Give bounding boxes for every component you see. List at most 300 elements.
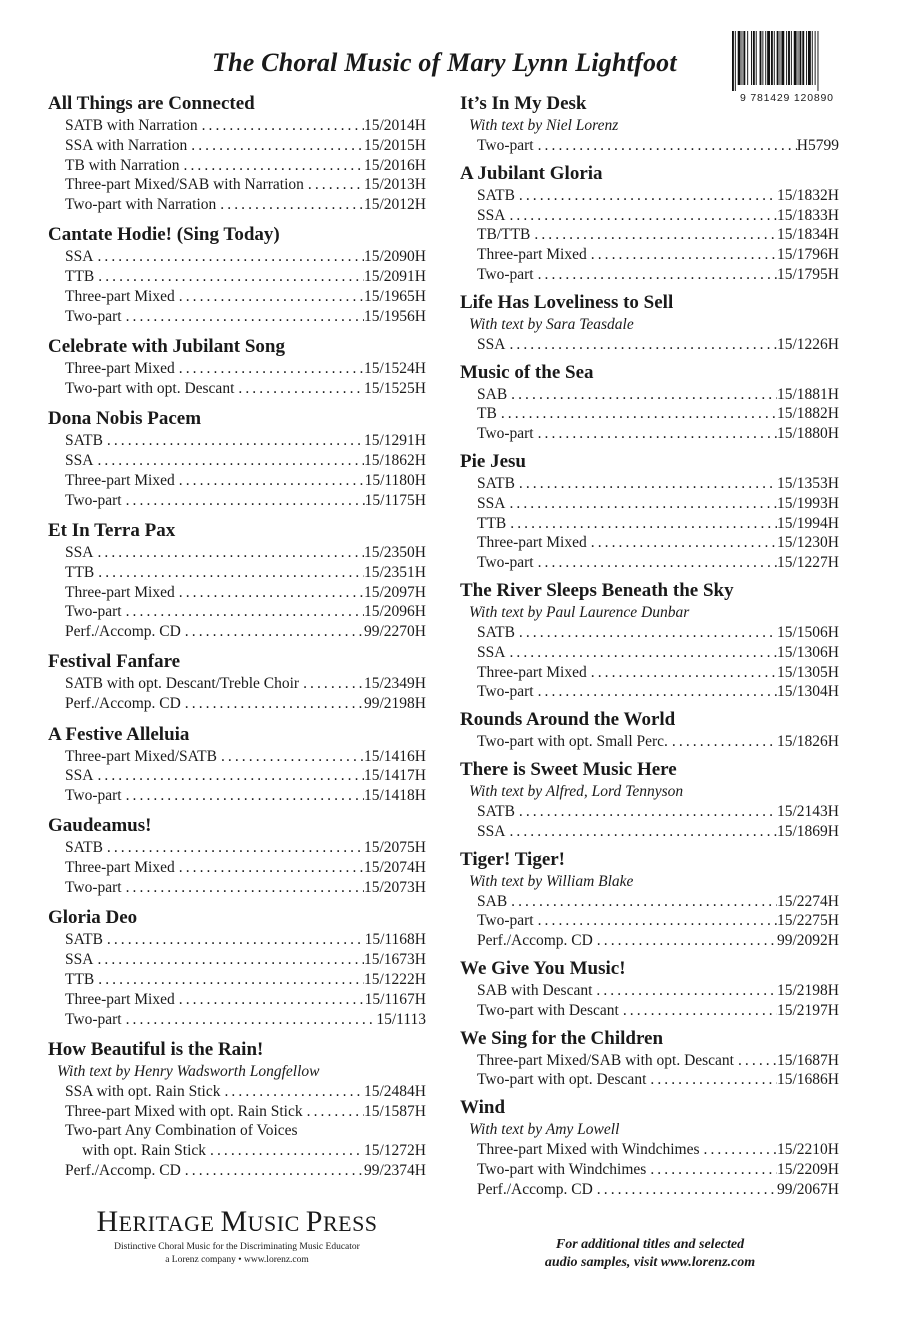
list-item bbox=[48, 563, 426, 583]
list-item bbox=[460, 265, 839, 285]
list-item bbox=[48, 1010, 426, 1030]
catalog-number: 15/2016H bbox=[364, 156, 426, 174]
list-item bbox=[48, 1121, 426, 1141]
catalog-number: 15/2143H bbox=[777, 802, 839, 820]
leader-dots bbox=[93, 766, 364, 786]
section-title: Life Has Loveliness to Sell bbox=[460, 291, 674, 313]
list-item bbox=[48, 471, 426, 491]
barcode-number: 9 781429 120890 bbox=[740, 92, 834, 104]
list-item bbox=[48, 359, 426, 379]
leader-dots bbox=[668, 732, 777, 752]
catalog-number: 15/2096H bbox=[364, 603, 426, 621]
title-section bbox=[460, 1027, 839, 1091]
catalog-number: 99/2092H bbox=[777, 932, 839, 950]
catalog-number: 15/1168H bbox=[364, 931, 426, 949]
list-item bbox=[460, 424, 839, 444]
leader-dots bbox=[122, 491, 365, 511]
footer-note-line-2: audio samples, visit www.lorenz.com bbox=[544, 1255, 756, 1270]
title-section bbox=[460, 291, 839, 355]
barcode-bar bbox=[786, 31, 787, 85]
voicing-label: Two-part with Descant bbox=[477, 1001, 619, 1019]
voicing-label: Three-part Mixed bbox=[65, 360, 175, 378]
section-title: Dona Nobis Pacem bbox=[48, 408, 202, 430]
leader-dots bbox=[206, 1141, 364, 1161]
catalog-number: 15/1306H bbox=[777, 643, 839, 661]
publisher-name bbox=[92, 1205, 382, 1241]
publisher-tagline: Distinctive Choral Music for the Discriminating Music Educator bbox=[114, 1242, 360, 1252]
catalog-number: 15/1524H bbox=[364, 360, 426, 378]
section-title: Rounds Around the World bbox=[460, 709, 676, 731]
section-title: Wind bbox=[460, 1097, 506, 1119]
catalog-number: 15/1272H bbox=[364, 1142, 426, 1160]
voicing-label: SATB with Narration bbox=[65, 117, 198, 134]
publisher-website: a Lorenz company • www.lorenz.com bbox=[165, 1255, 309, 1265]
catalog-number: 15/1417H bbox=[364, 767, 426, 785]
list-item bbox=[460, 1160, 839, 1180]
catalog-number: 15/2350H bbox=[364, 543, 426, 561]
voicing-label: Two-part bbox=[477, 912, 534, 930]
voicing-label: TTB bbox=[477, 514, 507, 532]
voicing-label: SSA with opt. Rain Stick bbox=[65, 1082, 221, 1100]
list-item bbox=[460, 1070, 839, 1090]
list-item bbox=[460, 802, 839, 822]
catalog-number: 15/1353H bbox=[777, 474, 839, 492]
leader-dots bbox=[175, 858, 364, 878]
list-item bbox=[460, 1180, 839, 1200]
list-item bbox=[460, 1140, 839, 1160]
barcode-bars bbox=[730, 31, 840, 91]
leader-dots bbox=[507, 892, 777, 912]
voicing-label: Perf./Accomp. CD bbox=[65, 1161, 181, 1179]
voicing-label: Two-part bbox=[65, 491, 122, 509]
voicing-label: Two-part bbox=[477, 137, 534, 154]
leader-dots bbox=[534, 424, 777, 444]
list-item bbox=[48, 451, 426, 471]
leader-dots bbox=[122, 786, 364, 806]
catalog-number: 15/1965H bbox=[364, 288, 426, 306]
section-subtitle: With text by Amy Lowell bbox=[469, 1121, 620, 1139]
catalog-number: 15/1506H bbox=[777, 623, 839, 641]
barcode-bar bbox=[815, 31, 816, 85]
barcode-bar bbox=[794, 31, 797, 85]
barcode-bar bbox=[743, 31, 745, 85]
list-item bbox=[48, 116, 426, 136]
catalog-number: 15/1227H bbox=[777, 554, 839, 572]
catalog-number: 15/2014H bbox=[364, 117, 426, 134]
list-item bbox=[48, 622, 426, 642]
voicing-label: Perf./Accomp. CD bbox=[65, 623, 181, 641]
list-item bbox=[48, 1141, 426, 1161]
list-item bbox=[48, 156, 426, 176]
leader-dots bbox=[234, 379, 364, 399]
leader-dots bbox=[181, 622, 364, 642]
list-item bbox=[48, 307, 426, 327]
voicing-label: Three-part Mixed/SAB with Narration bbox=[65, 176, 304, 194]
barcode-bar bbox=[771, 31, 773, 85]
leader-dots bbox=[505, 643, 777, 663]
catalog-number: 15/2484H bbox=[364, 1082, 426, 1100]
catalog-number: 15/2073H bbox=[364, 879, 426, 897]
catalog-number: 15/2012H bbox=[364, 196, 426, 214]
leader-dots bbox=[94, 267, 364, 287]
title-section bbox=[460, 1096, 839, 1199]
voicing-label: SAB with Descant bbox=[477, 981, 593, 999]
leader-dots bbox=[534, 911, 777, 931]
section-title: Music of the Sea bbox=[460, 361, 594, 383]
voicing-label: Three-part Mixed with opt. Rain Stick bbox=[65, 1102, 303, 1120]
section-title: The River Sleeps Beneath the Sky bbox=[460, 579, 734, 601]
voicing-label: Two-part with opt. Small Perc. bbox=[477, 733, 668, 751]
list-item bbox=[48, 747, 426, 767]
voicing-label: Two-part bbox=[65, 307, 122, 325]
list-item bbox=[48, 838, 426, 858]
publisher-name-rest: USIC bbox=[247, 1211, 306, 1236]
catalog-number: 15/1222H bbox=[364, 970, 426, 988]
catalog-number: 15/1180H bbox=[364, 471, 426, 489]
voicing-label: Two-part bbox=[477, 683, 534, 701]
barcode-bar bbox=[738, 31, 741, 85]
catalog-number: 15/1834H bbox=[777, 226, 839, 244]
leader-dots bbox=[534, 136, 797, 156]
catalog-number: 15/2090H bbox=[364, 248, 426, 266]
voicing-label: SSA bbox=[65, 951, 94, 969]
section-subtitle: With text by Paul Laurence Dunbar bbox=[469, 603, 690, 621]
barcode-bar bbox=[747, 31, 748, 85]
leader-dots bbox=[181, 694, 364, 714]
list-item bbox=[460, 911, 839, 931]
catalog-number: 15/1880H bbox=[777, 425, 839, 443]
leader-dots bbox=[94, 563, 364, 583]
voicing-label: Perf./Accomp. CD bbox=[477, 1180, 593, 1198]
list-item bbox=[48, 602, 426, 622]
section-title: Cantate Hodie! (Sing Today) bbox=[48, 224, 280, 246]
list-item bbox=[460, 663, 839, 683]
voicing-label: Two-part bbox=[65, 787, 122, 805]
voicing-label: SSA bbox=[477, 335, 506, 353]
title-section bbox=[48, 92, 426, 215]
barcode-bar bbox=[777, 31, 779, 85]
section-title: Festival Fanfare bbox=[48, 651, 181, 673]
barcode-bar bbox=[791, 31, 792, 85]
voicing-label: SAB bbox=[477, 892, 508, 910]
leader-dots bbox=[515, 474, 777, 494]
leader-dots bbox=[94, 970, 364, 990]
list-item bbox=[460, 186, 839, 206]
voicing-label: Three-part Mixed bbox=[477, 246, 587, 264]
list-item bbox=[460, 206, 839, 226]
list-item bbox=[48, 1102, 426, 1122]
voicing-label: SATB bbox=[477, 186, 515, 204]
catalog-number: 15/1869H bbox=[777, 822, 839, 840]
title-section bbox=[460, 957, 839, 1021]
section-subtitle: With text by Niel Lorenz bbox=[469, 117, 619, 134]
catalog-number: 15/1304H bbox=[777, 683, 839, 701]
barcode-bar bbox=[788, 31, 790, 85]
list-item bbox=[460, 892, 839, 912]
catalog-number: 15/2013H bbox=[364, 176, 426, 194]
leader-dots bbox=[216, 195, 364, 215]
barcode-bar bbox=[765, 31, 766, 85]
leader-dots bbox=[187, 136, 364, 156]
barcode-bar bbox=[753, 31, 755, 85]
list-item bbox=[48, 431, 426, 451]
title-section bbox=[48, 1038, 426, 1181]
leader-dots bbox=[93, 451, 364, 471]
barcode-bar bbox=[751, 31, 752, 85]
list-item bbox=[48, 583, 426, 603]
leader-dots bbox=[220, 1082, 364, 1102]
leader-dots bbox=[592, 981, 777, 1001]
voicing-label: Two-part Any Combination of Voices bbox=[65, 1122, 298, 1140]
voicing-label: SSA bbox=[477, 494, 506, 512]
leader-dots bbox=[122, 878, 364, 898]
footer-note bbox=[500, 1236, 800, 1272]
catalog-number: 15/2351H bbox=[364, 563, 426, 581]
list-item bbox=[460, 643, 839, 663]
barcode-bar bbox=[781, 31, 784, 85]
list-item bbox=[48, 990, 426, 1010]
section-title: All Things are Connected bbox=[48, 93, 255, 114]
catalog-number: 99/2067H bbox=[777, 1180, 839, 1198]
list-item bbox=[460, 623, 839, 643]
voicing-label: Two-part bbox=[477, 425, 534, 443]
voicing-label: Two-part with Windchimes bbox=[477, 1160, 647, 1178]
catalog-number: 15/1587H bbox=[364, 1102, 426, 1120]
voicing-label: SATB bbox=[65, 839, 103, 857]
leader-dots bbox=[93, 247, 364, 267]
catalog-number: 15/1687H bbox=[777, 1051, 839, 1069]
voicing-label: Three-part Mixed bbox=[477, 663, 587, 681]
barcode-bar bbox=[742, 31, 743, 85]
catalog-number: 15/1167H bbox=[364, 990, 426, 1008]
barcode-bar bbox=[818, 31, 819, 91]
title-section bbox=[48, 906, 426, 1029]
voicing-label: Two-part bbox=[477, 554, 534, 572]
voicing-label: Perf./Accomp. CD bbox=[477, 932, 593, 950]
leader-dots bbox=[175, 359, 364, 379]
voicing-label: Three-part Mixed bbox=[65, 859, 175, 877]
list-item bbox=[460, 225, 839, 245]
list-item bbox=[460, 981, 839, 1001]
voicing-label: Three-part Mixed/SATB bbox=[65, 747, 217, 765]
barcode-bar bbox=[806, 31, 807, 85]
leader-dots bbox=[497, 404, 777, 424]
section-title: A Festive Alleluia bbox=[48, 723, 190, 745]
section-title: Pie Jesu bbox=[460, 450, 526, 472]
list-item bbox=[460, 245, 839, 265]
voicing-label: Two-part bbox=[65, 1010, 122, 1028]
leader-dots bbox=[530, 225, 777, 245]
title-section bbox=[48, 650, 426, 714]
leader-dots bbox=[515, 802, 777, 822]
voicing-label: Two-part bbox=[65, 879, 122, 897]
section-title: How Beautiful is the Rain! bbox=[48, 1038, 264, 1060]
title-section bbox=[48, 814, 426, 897]
barcode-bar bbox=[780, 31, 781, 85]
leader-dots bbox=[122, 602, 364, 622]
list-item bbox=[48, 970, 426, 990]
voicing-label: SSA bbox=[65, 248, 94, 266]
section-subtitle: With text by William Blake bbox=[469, 872, 634, 890]
voicing-label: Two-part with opt. Descant bbox=[477, 1071, 647, 1089]
title-section bbox=[460, 162, 839, 285]
catalog-number: 15/2209H bbox=[777, 1160, 839, 1178]
catalog-number: 15/1291H bbox=[364, 432, 426, 450]
section-title: We Sing for the Children bbox=[460, 1027, 664, 1049]
list-item bbox=[460, 931, 839, 951]
leader-dots bbox=[303, 1102, 364, 1122]
barcode-bar bbox=[812, 31, 813, 85]
title-section bbox=[460, 92, 839, 156]
voicing-label: TB/TTB bbox=[477, 226, 531, 244]
catalog-number: 15/1226H bbox=[777, 335, 839, 353]
section-subtitle: With text by Henry Wadsworth Longfellow bbox=[57, 1062, 320, 1080]
title-section bbox=[460, 848, 839, 951]
catalog-number: 15/1795H bbox=[777, 265, 839, 283]
voicing-label: SATB bbox=[65, 931, 103, 949]
catalog-number: 15/1956H bbox=[364, 307, 426, 325]
list-item bbox=[48, 543, 426, 563]
leader-dots bbox=[507, 385, 777, 405]
leader-dots bbox=[505, 822, 777, 842]
catalog-number: 15/2210H bbox=[777, 1141, 839, 1159]
catalog-number: 15/2349H bbox=[364, 675, 426, 693]
leader-dots bbox=[122, 1010, 377, 1030]
catalog-number: 15/1833H bbox=[777, 206, 839, 224]
list-item bbox=[460, 1051, 839, 1071]
leader-dots bbox=[93, 950, 364, 970]
leader-dots bbox=[587, 245, 777, 265]
voicing-label: SSA bbox=[65, 543, 94, 561]
list-item bbox=[48, 766, 426, 786]
leader-dots bbox=[505, 206, 777, 226]
catalog-number: H5799 bbox=[796, 137, 839, 154]
leader-dots bbox=[181, 1161, 364, 1181]
section-title: Tiger! Tiger! bbox=[460, 848, 566, 870]
title-section bbox=[48, 223, 426, 326]
catalog-number: 15/2197H bbox=[777, 1001, 839, 1019]
barcode-bar bbox=[735, 31, 736, 91]
section-title: A Jubilant Gloria bbox=[460, 162, 603, 184]
voicing-label: SSA bbox=[477, 643, 506, 661]
catalog-number: 15/1832H bbox=[777, 186, 839, 204]
leader-dots bbox=[175, 471, 365, 491]
barcode-bar bbox=[798, 31, 799, 85]
leader-dots bbox=[619, 1001, 777, 1021]
list-item bbox=[48, 950, 426, 970]
catalog-number: 99/2374H bbox=[364, 1161, 426, 1179]
voicing-label: SATB bbox=[477, 802, 515, 820]
leader-dots bbox=[103, 838, 364, 858]
list-item bbox=[48, 379, 426, 399]
leader-dots bbox=[175, 990, 365, 1010]
title-section bbox=[48, 407, 426, 510]
list-item bbox=[48, 878, 426, 898]
publisher-name-initial: H bbox=[96, 1205, 119, 1238]
leader-dots bbox=[587, 663, 777, 683]
list-item bbox=[48, 858, 426, 878]
catalog-number: 15/1418H bbox=[364, 787, 426, 805]
barcode-bar bbox=[762, 31, 763, 85]
list-item bbox=[460, 494, 839, 514]
publisher-name-initial: M bbox=[220, 1205, 248, 1238]
list-item bbox=[48, 287, 426, 307]
voicing-label: Three-part Mixed/SAB with opt. Descant bbox=[477, 1051, 734, 1069]
voicing-label: Three-part Mixed bbox=[65, 288, 175, 306]
list-item bbox=[48, 694, 426, 714]
list-item bbox=[460, 404, 839, 424]
catalog-number: 15/1305H bbox=[777, 663, 839, 681]
list-item bbox=[460, 385, 839, 405]
catalog-number: 15/1881H bbox=[777, 385, 839, 403]
leader-dots bbox=[505, 494, 777, 514]
list-item bbox=[48, 674, 426, 694]
section-title: Et In Terra Pax bbox=[48, 519, 176, 541]
leader-dots bbox=[734, 1051, 777, 1071]
section-title: Gloria Deo bbox=[48, 907, 138, 929]
barcode-bar bbox=[774, 31, 775, 85]
catalog-number: 15/1525H bbox=[364, 379, 426, 397]
leader-dots bbox=[175, 583, 364, 603]
list-item bbox=[48, 195, 426, 215]
leader-dots bbox=[180, 156, 364, 176]
catalog-number: 15/2097H bbox=[364, 583, 426, 601]
publisher-name-rest: RESS bbox=[322, 1211, 378, 1236]
barcode-bar bbox=[760, 31, 762, 85]
title-section bbox=[48, 723, 426, 806]
list-item bbox=[460, 335, 839, 355]
leader-dots bbox=[198, 116, 364, 136]
voicing-label: Two-part bbox=[477, 265, 534, 283]
list-item bbox=[460, 682, 839, 702]
catalog-number: 15/1994H bbox=[777, 514, 839, 532]
voicing-label: TB with Narration bbox=[65, 156, 180, 174]
title-section bbox=[460, 450, 839, 573]
leader-dots bbox=[534, 265, 777, 285]
list-item bbox=[48, 175, 426, 195]
catalog-number: 15/2275H bbox=[777, 912, 839, 930]
section-title: It’s In My Desk bbox=[460, 93, 587, 114]
leader-dots bbox=[587, 533, 777, 553]
catalog-number: 15/1673H bbox=[364, 951, 426, 969]
right-column bbox=[460, 92, 839, 1200]
catalog-number: 15/1796H bbox=[777, 246, 839, 264]
leader-dots bbox=[515, 186, 777, 206]
catalog-number: 15/1416H bbox=[364, 747, 426, 765]
catalog-number: 15/2091H bbox=[364, 268, 426, 286]
leader-dots bbox=[299, 674, 364, 694]
voicing-label: SATB with opt. Descant/Treble Choir bbox=[65, 675, 300, 693]
list-item bbox=[48, 247, 426, 267]
list-item bbox=[48, 1161, 426, 1181]
title-section bbox=[48, 519, 426, 642]
catalog-number: 99/2198H bbox=[364, 695, 426, 713]
catalog-number: 15/2074H bbox=[364, 859, 426, 877]
leader-dots bbox=[646, 1160, 777, 1180]
list-item bbox=[48, 930, 426, 950]
title-section bbox=[460, 579, 839, 702]
voicing-label: SATB bbox=[65, 432, 103, 450]
voicing-label: Two-part with opt. Descant bbox=[65, 379, 235, 397]
catalog-number: 15/1862H bbox=[364, 452, 426, 470]
leader-dots bbox=[506, 514, 777, 534]
barcode-bar bbox=[808, 31, 811, 85]
leader-dots bbox=[304, 175, 364, 195]
catalog-number: 15/1113 bbox=[376, 1010, 426, 1028]
leader-dots bbox=[534, 682, 777, 702]
list-item bbox=[460, 822, 839, 842]
catalog-number: 15/1230H bbox=[777, 534, 839, 552]
